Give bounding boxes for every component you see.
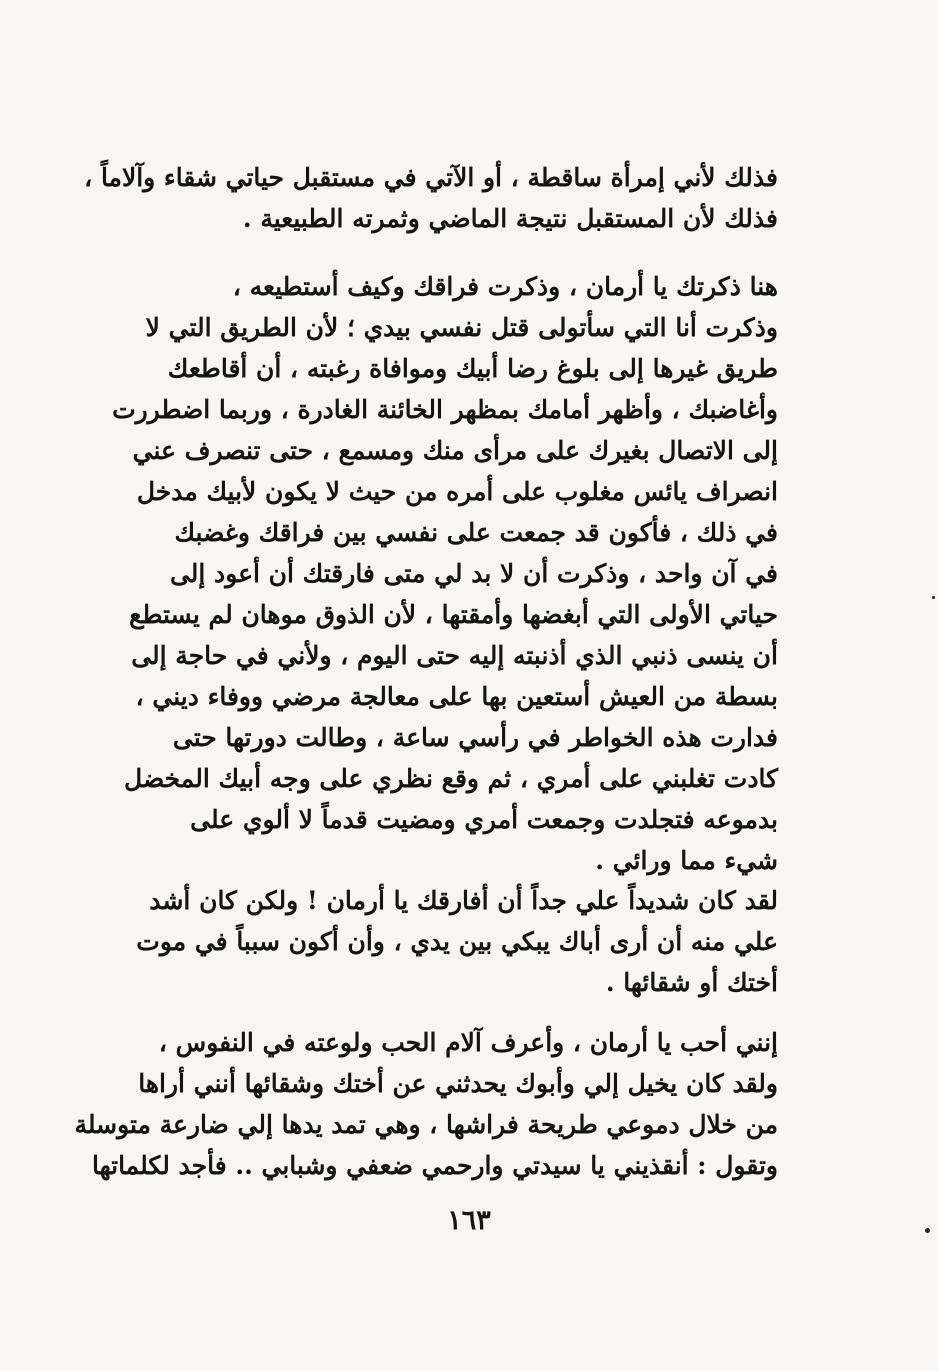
paragraph-4: [74, 1022, 778, 1186]
text-line: شيء مما ورائي .: [595, 846, 778, 875]
text-line: هنا ذكرتك يا أرمان ، وذكرت فراقك وكيف أستطيعه ،: [232, 272, 778, 301]
text-line: إلى الاتصال بغيرك على مرأى منك ومسمع ، حتى تنصرف عني: [132, 436, 778, 465]
scan-speck: [932, 596, 935, 599]
text-line: بسطة من العيش أستعين بها على معالجة مرضي ووفاء ديني ،: [135, 682, 778, 711]
text-line: فذلك لأني إمرأة ساقطة ، أو الآتي في مستقبل حياتي شقاء وآلاماً ،: [84, 163, 778, 192]
text-line: وأغاضبك ، وأظهر أمامك بمظهر الخائنة الغادرة ، وربما اضطررت: [112, 395, 778, 424]
text-line: إنني أحب يا أرمان ، وأعرف آلام الحب ولوعته في النفوس ،: [158, 1028, 778, 1057]
text-line: كادت تغلبني على أمري ، ثم وقع نظري على وجه أبيك المخضل: [124, 764, 778, 793]
scan-speck: [925, 1228, 930, 1233]
text-line: لقد كان شديداً علي جداً أن أفارقك يا أرمان ! ولكن كان أشد: [149, 886, 778, 915]
text-line: فذلك لأن المستقبل نتيجة الماضي وثمرته الطبيعية .: [242, 204, 778, 233]
text-line: انصراف يائس مغلوب على أمره من حيث لا يكون لأبيك مدخل: [136, 477, 778, 506]
text-line: ولقد كان يخيل إلي وأبوك يحدثني عن أختك وشقائها أنني أراها: [138, 1069, 778, 1098]
text-line: في آن واحد ، وذكرت أن لا بد لي متى فارقتك أن أعود إلى: [169, 559, 778, 588]
page-number: ١٦٣: [447, 1205, 491, 1236]
paragraph-1: [84, 157, 778, 239]
text-line: علي منه أن أرى أباك يبكي بين يدي ، وأن أكون سبباً في موت: [136, 927, 778, 956]
text-line: وذكرت أنا التي سأتولى قتل نفسي بيدي ؛ لأن الطريق التي لا: [145, 313, 778, 342]
text-line: حياتي الأولى التي أبغضها وأمقتها ، لأن الذوق موهان لم يستطع: [129, 600, 778, 629]
paragraph-2: [112, 266, 778, 881]
text-line: أن ينسى ذنبي الذي أذنبته إليه حتى اليوم ، ولأني في حاجة إلى: [131, 641, 778, 670]
text-line: فدارت هذه الخواطر في رأسي ساعة ، وطالت دورتها حتى: [172, 723, 778, 752]
text-line: من خلال دموعي طريحة فراشها ، وهي تمد يدها إلي ضارعة متوسلة: [74, 1110, 778, 1139]
text-line: طريق غيرها إلى بلوغ رضا أبيك وموافاة رغبته ، أن أقاطعك: [167, 354, 778, 383]
text-line: وتقول : أنقذيني يا سيدتي وارحمي ضعفي وشبابي .. فأجد لكلماتها: [91, 1151, 778, 1180]
text-line: بدموعه فتجلدت وجمعت أمري ومضيت قدماً لا ألوي على: [190, 805, 778, 834]
paragraph-3: [136, 880, 778, 1003]
text-line: أختك أو شقائها .: [605, 968, 778, 997]
text-line: في ذلك ، فأكون قد جمعت على نفسي بين فراقك وغضبك: [174, 518, 778, 547]
